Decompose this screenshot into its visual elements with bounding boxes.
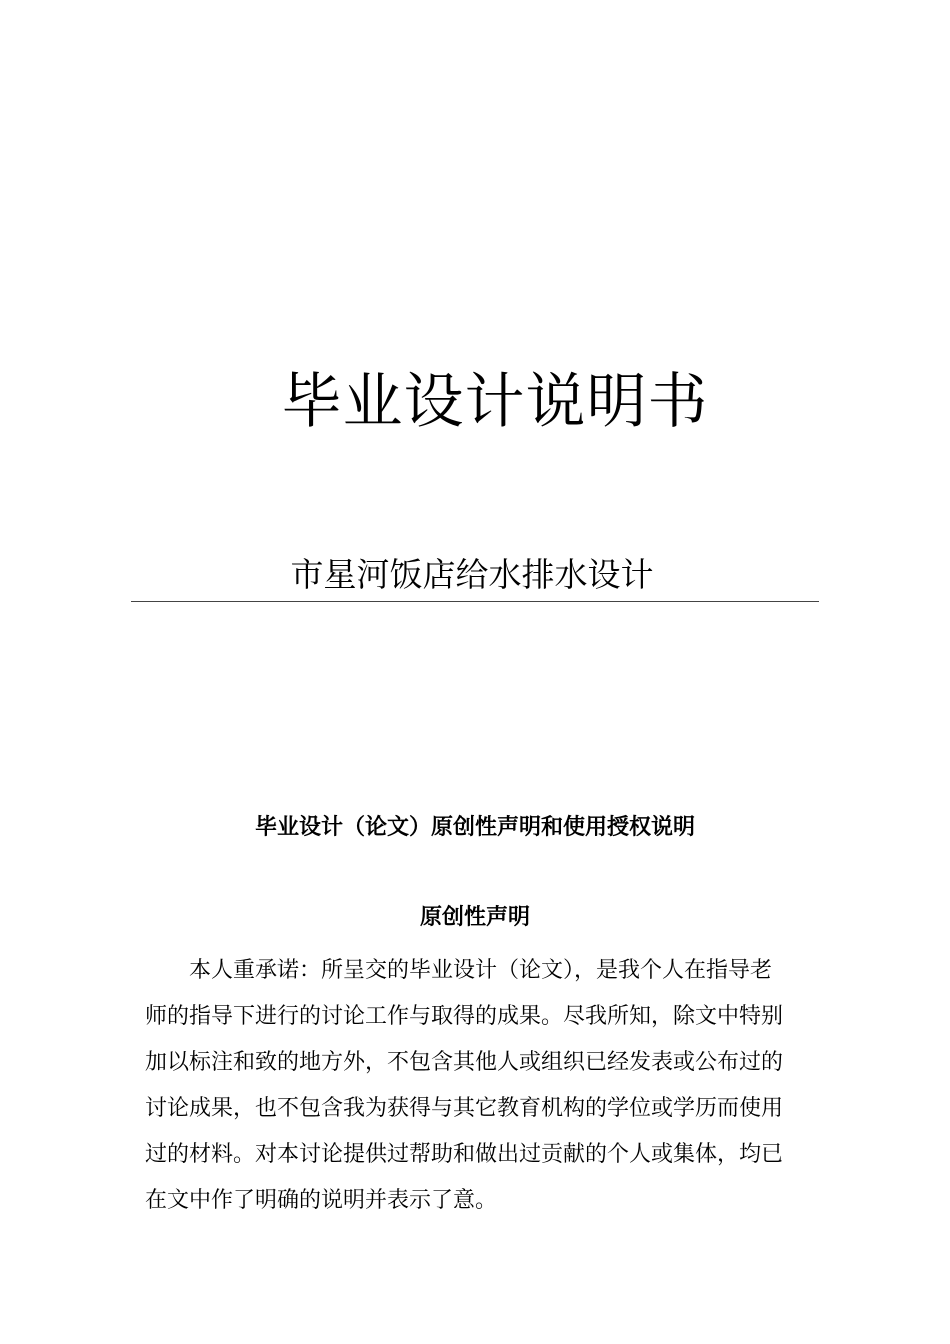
paragraph-line: 过的材料。对本讨论提供过帮助和做出过贡献的个人或集体，均已 [145, 1142, 784, 1167]
paragraph-line: 师的指导下进行的讨论工作与取得的成果。尽我所知，除文中特别 [145, 1004, 784, 1029]
paragraph-line: 在文中作了明确的说明并表示了意。 [145, 1188, 498, 1213]
paragraph-line: 加以标注和致的地方外，不包含其他人或组织已经发表或公布过的 [145, 1050, 784, 1075]
subtitle-underline [131, 601, 819, 602]
document-subtitle: 市星河饭店给水排水设计 [290, 555, 654, 594]
paragraph-line: 讨论成果，也不包含我为获得与其它教育机构的学位或学历而使用 [145, 1096, 784, 1121]
originality-statement-paragraph [145, 948, 825, 1224]
originality-statement-heading: 原创性声明 [419, 905, 530, 930]
declaration-heading: 毕业设计（论文）原创性声明和使用授权说明 [254, 815, 695, 840]
paragraph-line: 本人重承诺：所呈交的毕业设计（论文），是我个人在指导老 [189, 958, 773, 983]
document-title: 毕业设计说明书 [281, 367, 709, 437]
